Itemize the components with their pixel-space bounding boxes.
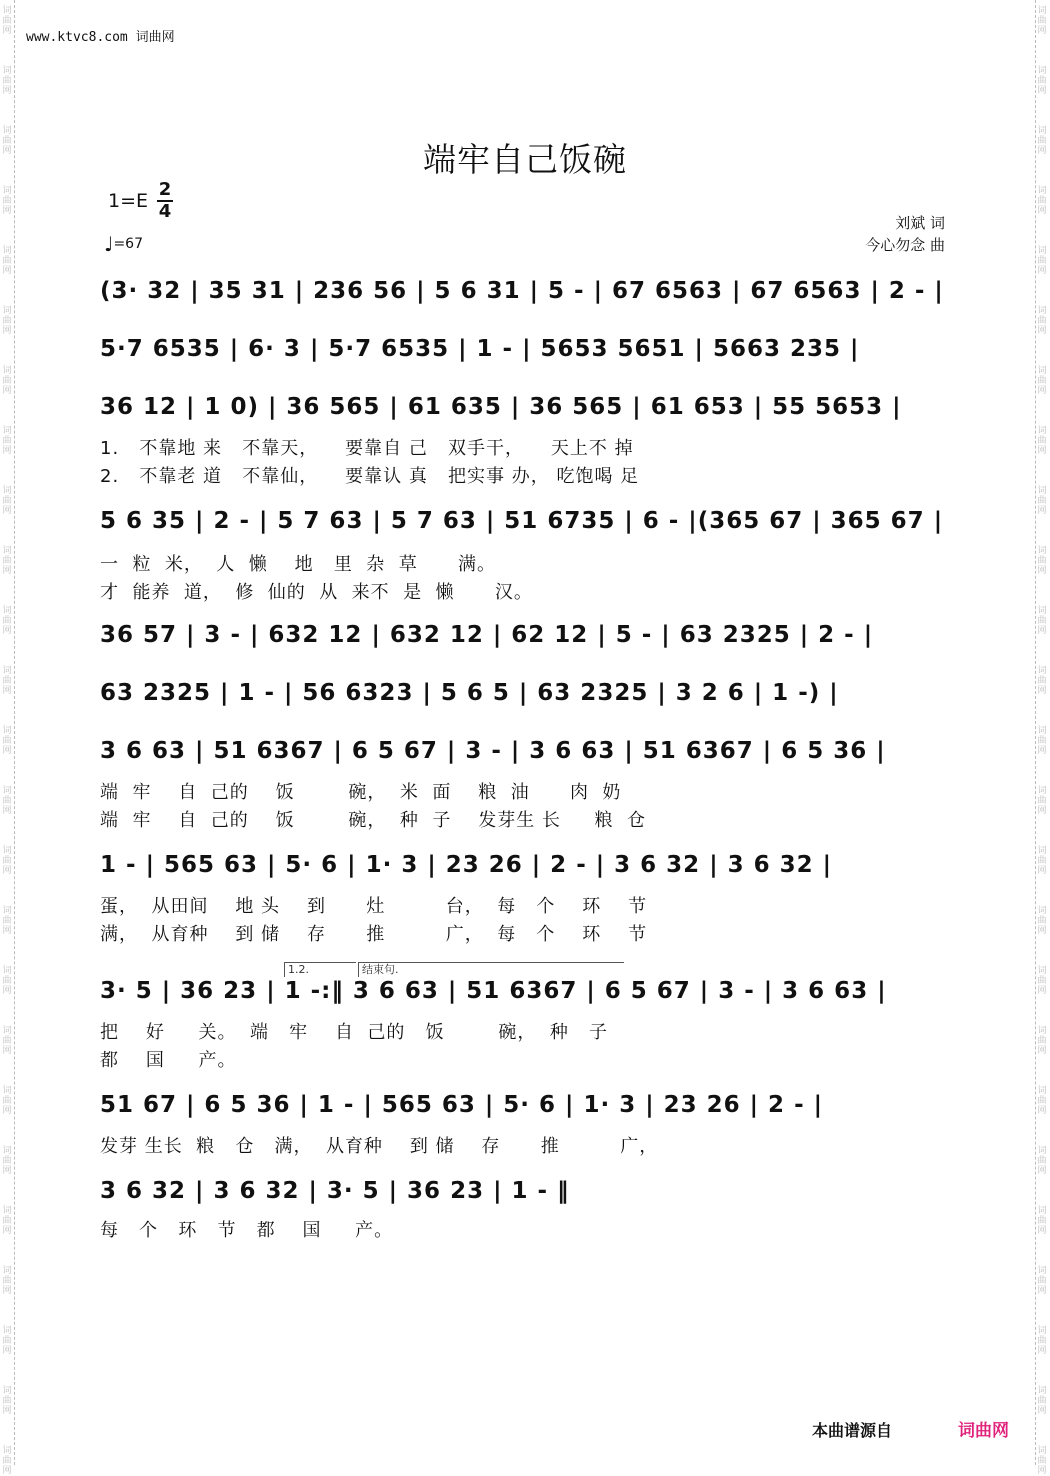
lyric-line: 每 个 环 节 都 国 产。 xyxy=(100,1220,394,1241)
music-line: 36 57 | 3 - | 632 12 | 632 12 | 62 12 | 5 - | 63 2325 | 2 - | xyxy=(100,622,874,648)
music-line: 36 12 | 1 0) | 36 565 | 61 635 | 36 565 | 61 653 | 55 5653 | xyxy=(100,394,902,420)
watermark-text: 词 曲 网 xyxy=(1037,1086,1047,1116)
music-line: 63 2325 | 1 - | 56 6323 | 5 6 5 | 63 2325 | 3 2 6 | 1 -) | xyxy=(100,680,839,706)
lyric-line: 一 粒 米， 人 懒 地 里 杂 草 满。 xyxy=(100,554,497,575)
watermark-text: 词 曲 网 xyxy=(1037,306,1047,336)
watermark-text: 词 曲 网 xyxy=(2,786,12,816)
music-line: 5·7 6535 | 6· 3 | 5·7 6535 | 1 - | 5653 5651 | 5663 235 | xyxy=(100,336,860,362)
watermark-text: 词 曲 网 xyxy=(1037,846,1047,876)
lyric-line: 满， 从育种 到 储 存 推 广， 每 个 环 节 xyxy=(100,924,648,945)
watermark-text: 词 曲 网 xyxy=(2,1086,12,1116)
lyricist-credit: 刘斌 词 xyxy=(895,214,945,232)
watermark-text: 词 曲 网 xyxy=(2,606,12,636)
quarter-note-icon: ♩ xyxy=(104,232,114,256)
watermark-text: 词 曲 网 xyxy=(1037,1386,1047,1416)
watermark-text: 词 曲 网 xyxy=(2,1386,12,1416)
lyric-line: 1. 不靠地 来 不靠天， 要靠自 己 双手干， 天上不 掉 xyxy=(100,438,634,459)
watermark-text: 词 曲 网 xyxy=(1037,366,1047,396)
watermark-text: 词 曲 网 xyxy=(1037,1266,1047,1296)
watermark-text: 词 曲 网 xyxy=(2,66,12,96)
lyric-line: 端 牢 自 己的 饭 碗， 种 子 发芽生 长 粮 仓 xyxy=(100,810,646,831)
watermark-text: 词 曲 网 xyxy=(2,6,12,36)
music-line: 3 6 63 | 51 6367 | 6 5 67 | 3 - | 3 6 63 | 51 6367 | 6 5 36 | xyxy=(100,738,886,764)
watermark-text: 词 曲 网 xyxy=(1037,546,1047,576)
music-line: 3· 5 | 36 23 | 1 -:‖ 3 6 63 | 51 6367 | 6 5 67 | 3 - | 3 6 63 | xyxy=(100,978,887,1004)
music-line: 5 6 35 | 2 - | 5 7 63 | 5 7 63 | 51 6735 | 6 - |(365 67 | 365 67 | xyxy=(100,508,944,534)
watermark-text: 词 曲 网 xyxy=(1037,1146,1047,1176)
lyric-line: 都 国 产。 xyxy=(100,1050,237,1071)
watermark-text: 词 曲 网 xyxy=(2,1206,12,1236)
watermark-text: 词 曲 网 xyxy=(2,426,12,456)
watermark-text: 词 曲 网 xyxy=(1037,966,1047,996)
watermark-text: 词 曲 网 xyxy=(1037,486,1047,516)
song-title: 端牢自己饭碗 xyxy=(423,140,627,179)
watermark-text: 词 曲 网 xyxy=(1037,1026,1047,1056)
lyric-line: 把 好 关。 端 牢 自 己的 饭 碗， 种 子 xyxy=(100,1022,608,1043)
watermark-text: 词 曲 网 xyxy=(2,666,12,696)
volta-second: 结束句. xyxy=(358,962,624,977)
watermark-text: 词 曲 网 xyxy=(2,1326,12,1356)
watermark-text: 词 曲 网 xyxy=(1037,666,1047,696)
watermark-text: 词 曲 网 xyxy=(1037,1446,1047,1476)
lyric-line: 蛋， 从田间 地 头 到 灶 台， 每 个 环 节 xyxy=(100,896,648,917)
watermark-text: 词 曲 网 xyxy=(1037,66,1047,96)
watermark-text: 词 曲 网 xyxy=(1037,726,1047,756)
watermark-text: 词 曲 网 xyxy=(1037,1326,1047,1356)
watermark-text: 词 曲 网 xyxy=(1037,786,1047,816)
watermark-text: 词 曲 网 xyxy=(2,186,12,216)
volta-first: 1.2. xyxy=(284,962,356,977)
music-line: (3· 32 | 35 31 | 236 56 | 5 6 31 | 5 - | 67 6563 | 67 6563 | 2 - | xyxy=(100,278,944,304)
watermark-text: 词 曲 网 xyxy=(2,366,12,396)
lyric-line: 端 牢 自 己的 饭 碗， 米 面 粮 油 肉 奶 xyxy=(100,782,622,803)
tempo-marking xyxy=(104,232,143,256)
watermark-text: 词 曲 网 xyxy=(1037,1206,1047,1236)
tempo-value: =67 xyxy=(113,236,143,252)
site-header[interactable]: www.ktvc8.com 词曲网 xyxy=(26,30,175,45)
footer-site-link[interactable]: 词曲网 xyxy=(958,1421,1009,1441)
time-sig-bottom: 4 xyxy=(158,201,172,222)
lyric-line: 2. 不靠老 道 不靠仙， 要靠认 真 把实事 办， 吃饱喝 足 xyxy=(100,466,640,487)
watermark-text: 词 曲 网 xyxy=(1037,126,1047,156)
watermark-text: 词 曲 网 xyxy=(2,726,12,756)
lyric-line: 才 能养 道， 修 仙的 从 来不 是 懒 汉。 xyxy=(100,582,533,603)
watermark-text: 词 曲 网 xyxy=(2,126,12,156)
composer-credit: 今心勿念 曲 xyxy=(865,236,945,254)
watermark-text: 词 曲 网 xyxy=(2,1446,12,1476)
watermark-text: 词 曲 网 xyxy=(1037,426,1047,456)
music-line: 3 6 32 | 3 6 32 | 3· 5 | 36 23 | 1 - ‖ xyxy=(100,1178,570,1204)
footer-source-label: 本曲谱源自 xyxy=(812,1421,893,1440)
watermark-text: 词 曲 网 xyxy=(2,546,12,576)
watermark-text: 词 曲 网 xyxy=(2,306,12,336)
watermark-text: 词 曲 网 xyxy=(1037,6,1047,36)
time-signature xyxy=(157,180,173,222)
watermark-text: 词 曲 网 xyxy=(1037,606,1047,636)
music-line: 51 67 | 6 5 36 | 1 - | 565 63 | 5· 6 | 1· 3 | 23 26 | 2 - | xyxy=(100,1092,824,1118)
watermark-text: 词 曲 网 xyxy=(1037,906,1047,936)
watermark-text: 词 曲 网 xyxy=(2,906,12,936)
watermark-text: 词 曲 网 xyxy=(2,486,12,516)
key-signature: 1=E xyxy=(108,190,149,212)
lyric-line: 发芽 生长 粮 仓 满， 从育种 到 储 存 推 广， xyxy=(100,1136,659,1157)
watermark-text: 词 曲 网 xyxy=(2,846,12,876)
time-sig-top: 2 xyxy=(158,179,172,200)
watermark-text: 词 曲 网 xyxy=(1037,186,1047,216)
music-line: 1 - | 565 63 | 5· 6 | 1· 3 | 23 26 | 2 - | 3 6 32 | 3 6 32 | xyxy=(100,852,833,878)
watermark-text: 词 曲 网 xyxy=(2,1026,12,1056)
watermark-text: 词 曲 网 xyxy=(2,1146,12,1176)
watermark-text: 词 曲 网 xyxy=(2,966,12,996)
watermark-text: 词 曲 网 xyxy=(2,1266,12,1296)
watermark-text: 词 曲 网 xyxy=(1037,246,1047,276)
watermark-text: 词 曲 网 xyxy=(2,246,12,276)
